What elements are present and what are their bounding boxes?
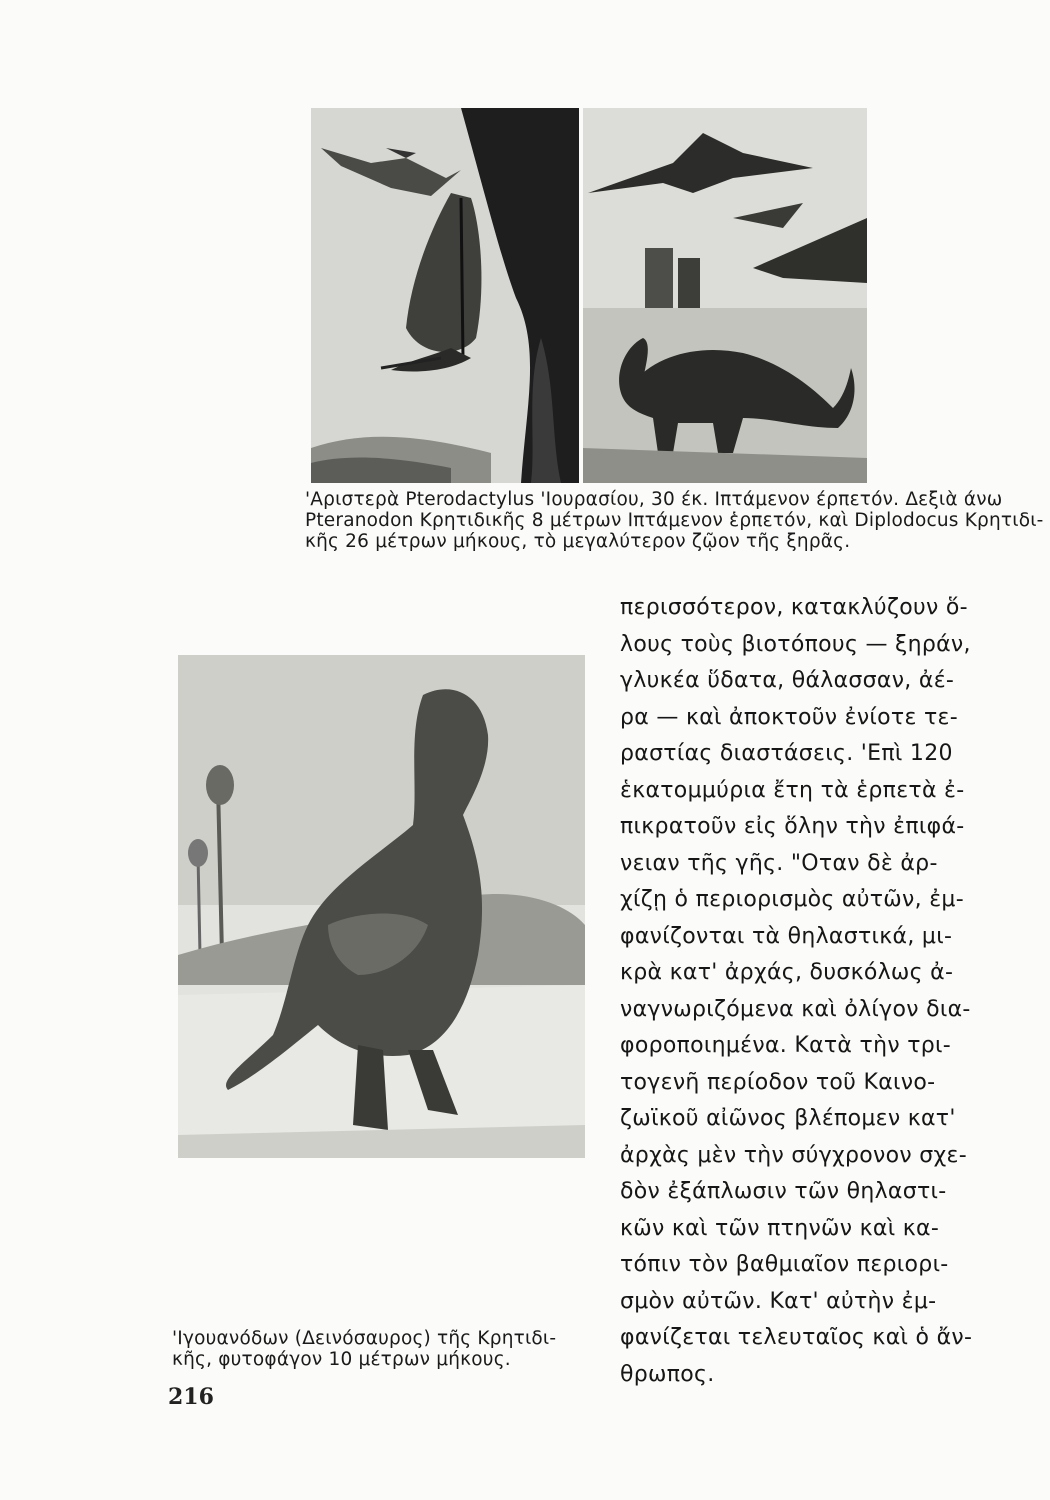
text-line: ἀρχὰς μὲν τὴν σύγχρονον σχε- <box>620 1142 967 1168</box>
figure-caption-top <box>305 489 1044 552</box>
caption-line: κῆς, φυτοφάγον 10 μέτρων μήκους. <box>172 1349 511 1370</box>
text-line: πικρατοῦν εἰς ὅλην τὴν ἐπιφά- <box>620 814 965 839</box>
body-text <box>620 590 1040 1393</box>
caption-line: 'Ιγουανόδων (Δεινόσαυρος) τῆς Κρητιδι- <box>172 1328 557 1349</box>
caption-line: 'Αριστερὰ Pterodactylus 'Ιουρασίου, 30 έκ. Ιπτάμενον έρπετόν. Δεξιὰ άνω <box>305 489 1003 510</box>
text-line: κρὰ κατ' ἀρχάς, δυσκόλως ἀ- <box>620 960 954 985</box>
text-line: ραστίας διαστάσεις. 'Επὶ 120 <box>620 741 953 766</box>
text-line: ναγνωριζόμενα καὶ ὀλίγον δια- <box>620 996 971 1022</box>
text-line: δὸν ἐξάπλωσιν τῶν θηλαστι- <box>620 1179 947 1204</box>
text-line: ἑκατομμύρια ἔτη τὰ ἑρπετὰ ἐ- <box>620 777 965 803</box>
text-line: ρα — καὶ ἀποκτοῦν ἐνίοτε τε- <box>620 704 958 730</box>
page-number: 216 <box>168 1384 214 1410</box>
text-line: περισσότερον, κατακλύζουν ὅ- <box>620 595 968 620</box>
text-line: φανίζονται τὰ θηλαστικά, μι- <box>620 923 953 949</box>
text-line: νειαν τῆς γῆς. "Οταν δὲ ἀρ- <box>620 850 938 876</box>
text-line: φοροποιημένα. Κατὰ τὴν τρι- <box>620 1033 951 1058</box>
caption-line: κῆς 26 μέτρων μήκους, τὸ μεγαλύτερον ζῷον τῆς ξηρᾶς. <box>305 531 851 552</box>
pteranodon-diplodocus-illustration <box>583 108 867 483</box>
caption-line: Pteranodon Κρητιδικῆς 8 μέτρων Ιπτάμενον ἑρπετόν, καὶ Diplodocus Κρητιδι- <box>305 510 1044 531</box>
pterodactylus-illustration <box>311 108 579 483</box>
text-line: λους τοὺς βιοτόπους — ξηράν, <box>620 631 971 657</box>
figure-caption-bottom <box>172 1328 612 1370</box>
text-line: τόπιν τὸν βαθμιαῖον περιορι- <box>620 1252 949 1277</box>
text-line: σμὸν αὐτῶν. Κατ' αὐτὴν ἐμ- <box>620 1288 937 1314</box>
text-line: ζωϊκοῦ αἰῶνος βλέπομεν κατ' <box>620 1106 956 1131</box>
text-line: φανίζεται τελευταῖος καὶ ὁ ἄν- <box>620 1325 973 1350</box>
text-line: κῶν καὶ τῶν πτηνῶν καὶ κα- <box>620 1215 940 1241</box>
iguanodon-illustration <box>178 655 585 1158</box>
text-line: γλυκέα ὕδατα, θάλασσαν, ἀέ- <box>620 668 955 693</box>
text-line: τογενῆ περίοδον τοῦ Καινο- <box>620 1069 936 1095</box>
text-line: χίζῃ ὁ περιορισμὸς αὐτῶν, ἐμ- <box>620 887 964 912</box>
text-line: θρωπος. <box>620 1361 715 1387</box>
